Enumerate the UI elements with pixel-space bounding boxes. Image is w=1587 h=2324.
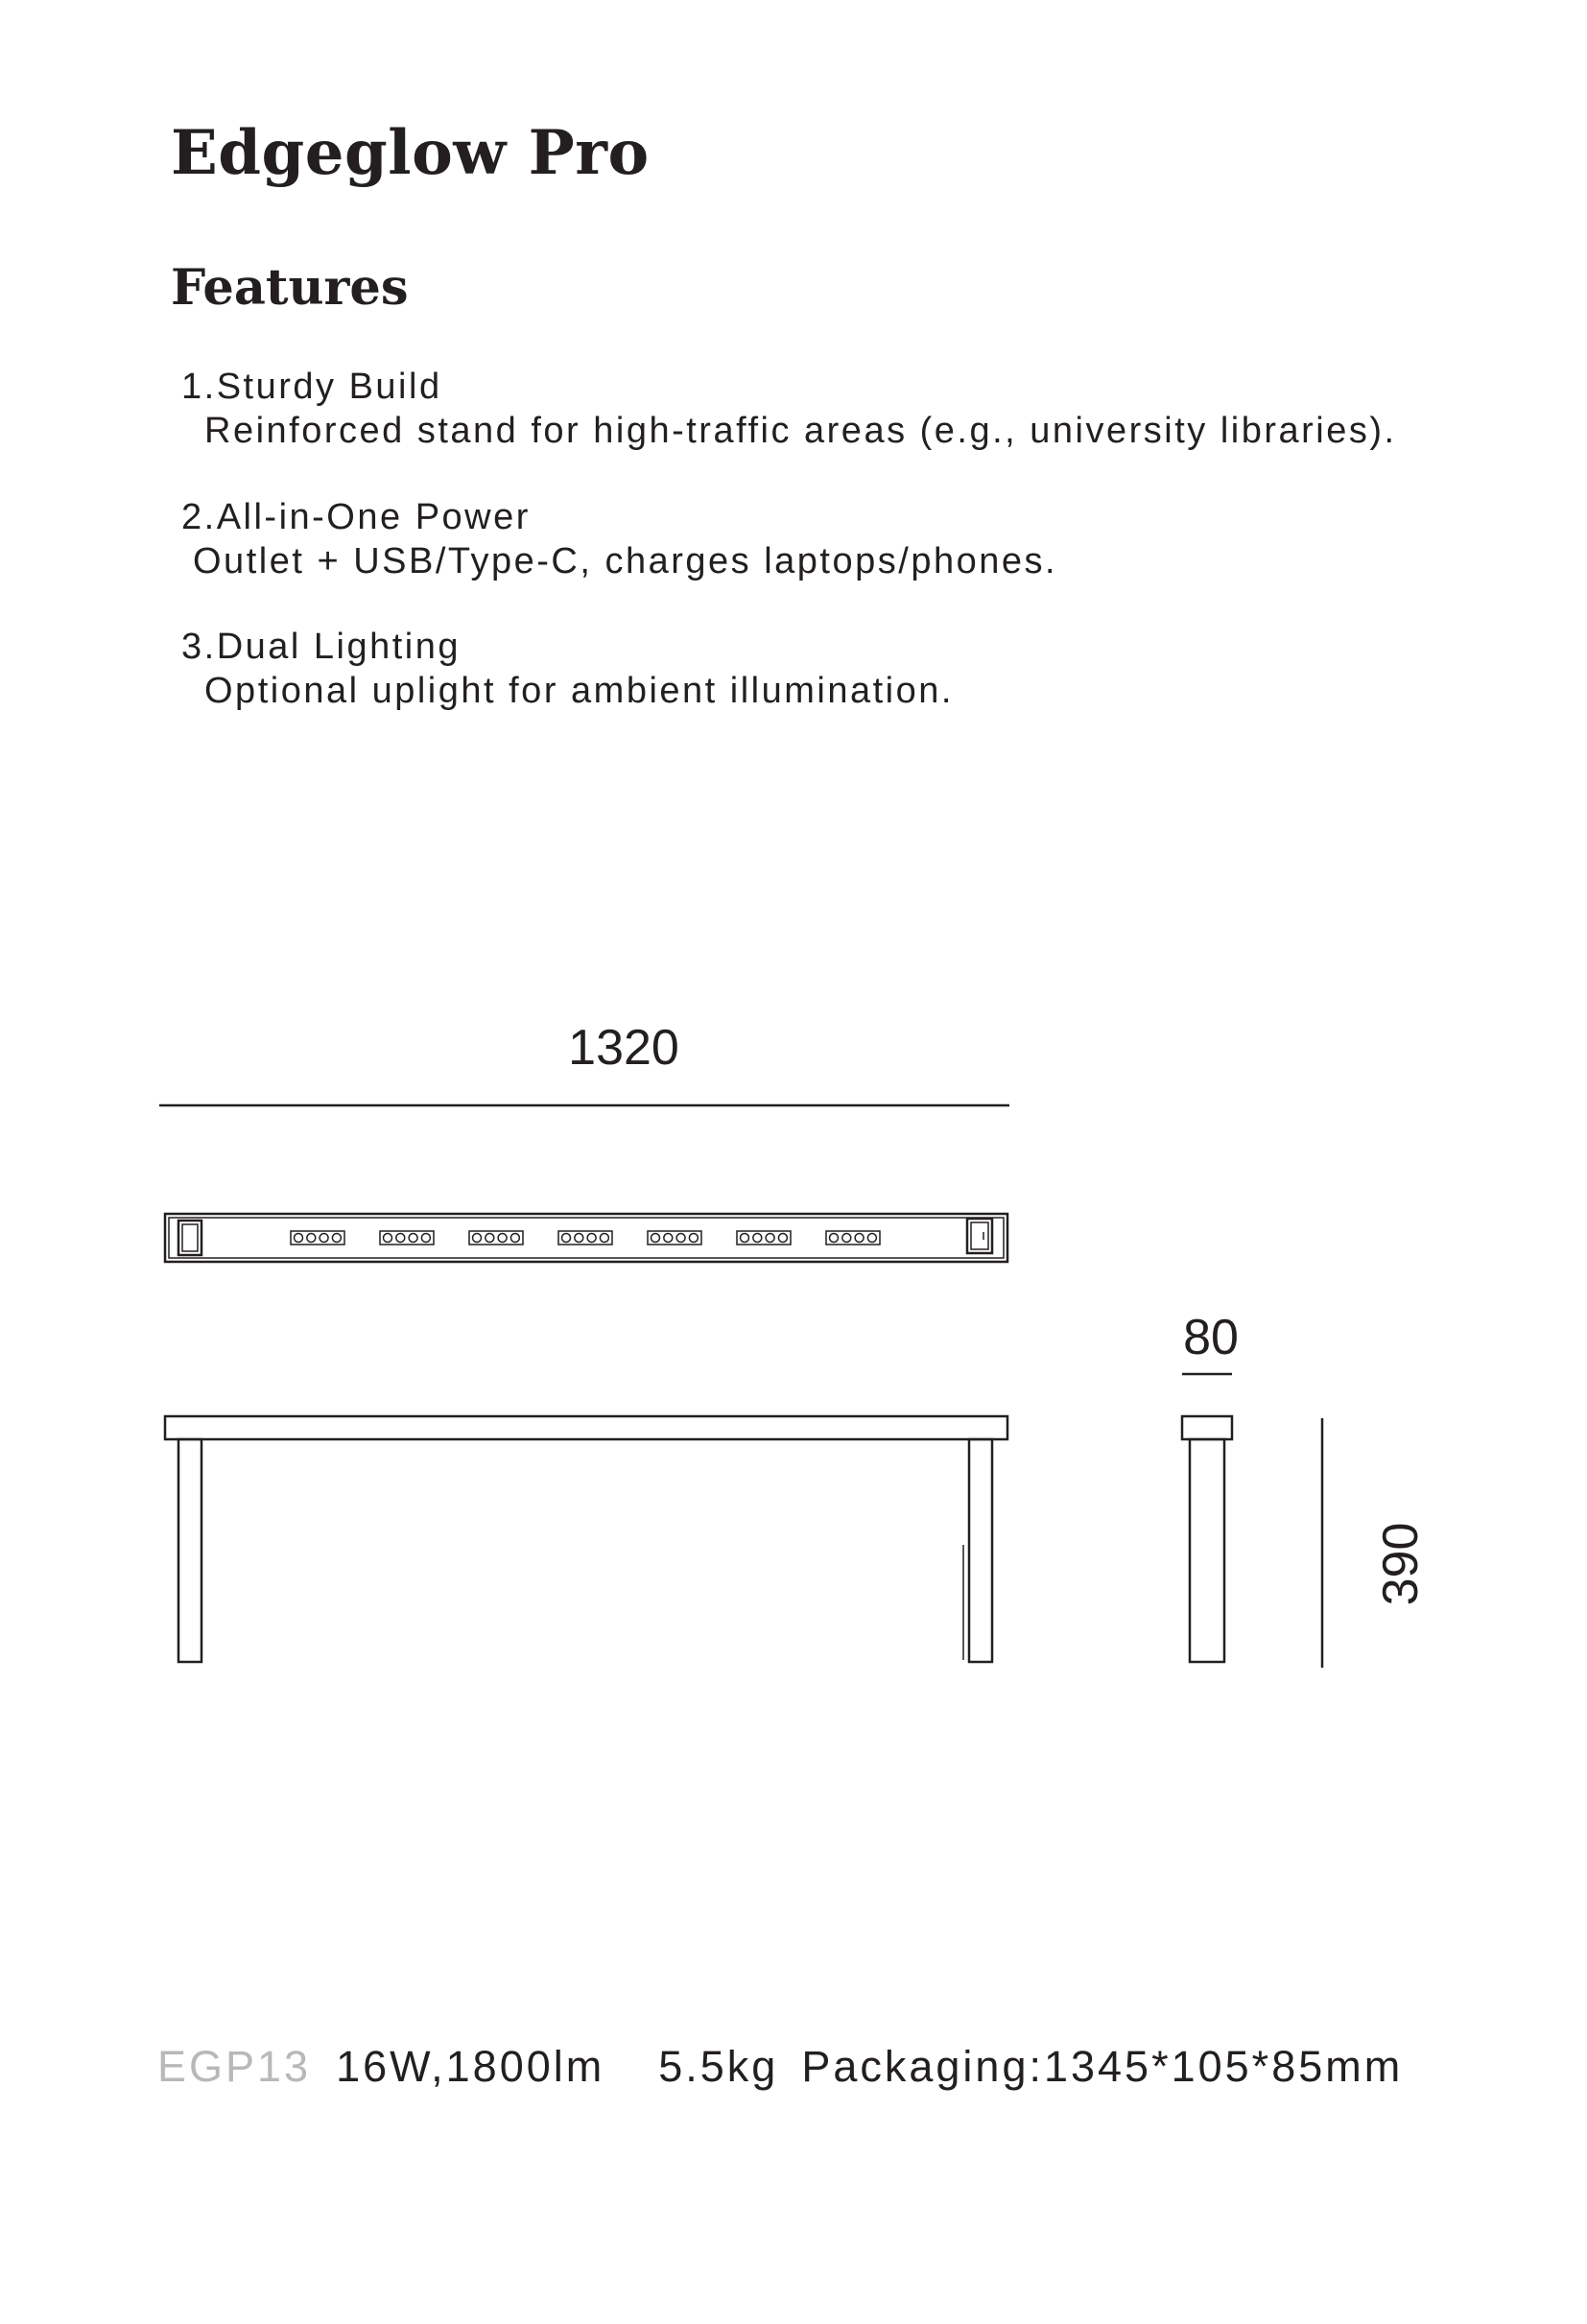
feature-description: Optional uplight for ambient illumination. bbox=[204, 671, 954, 711]
front-view-drawing bbox=[165, 1416, 1007, 1662]
feature-description: Outlet + USB/Type-C, charges laptops/phones. bbox=[193, 541, 1058, 581]
led-module bbox=[737, 1231, 791, 1245]
power-spec: 16W,1800lm bbox=[336, 2042, 605, 2091]
led-module bbox=[380, 1231, 434, 1245]
led-module bbox=[648, 1231, 701, 1245]
model-code: EGP13 bbox=[157, 2042, 312, 2091]
specs-line bbox=[157, 2042, 1403, 2092]
features-heading: Features bbox=[171, 259, 409, 317]
depth-dimension-label: 80 bbox=[1183, 1310, 1239, 1365]
led-module bbox=[469, 1231, 523, 1245]
feature-title: 3.Dual Lighting bbox=[181, 627, 462, 667]
weight-spec: 5.5kg bbox=[658, 2042, 779, 2091]
led-module bbox=[558, 1231, 612, 1245]
side-view-drawing bbox=[1182, 1374, 1322, 1668]
feature-title: 1.Sturdy Build bbox=[181, 367, 442, 407]
feature-description: Reinforced stand for high-traffic areas (e.g., university libraries). bbox=[204, 411, 1397, 451]
product-title: Edgeglow Pro bbox=[171, 117, 650, 189]
led-module bbox=[826, 1231, 880, 1245]
led-modules bbox=[291, 1231, 880, 1245]
width-dimension-label: 1320 bbox=[568, 1020, 679, 1076]
led-module bbox=[291, 1231, 344, 1245]
packaging-spec: Packaging:1345*105*85mm bbox=[801, 2042, 1404, 2091]
feature-title: 2.All-in-One Power bbox=[181, 497, 531, 537]
height-dimension-label: 390 bbox=[1373, 1522, 1429, 1606]
